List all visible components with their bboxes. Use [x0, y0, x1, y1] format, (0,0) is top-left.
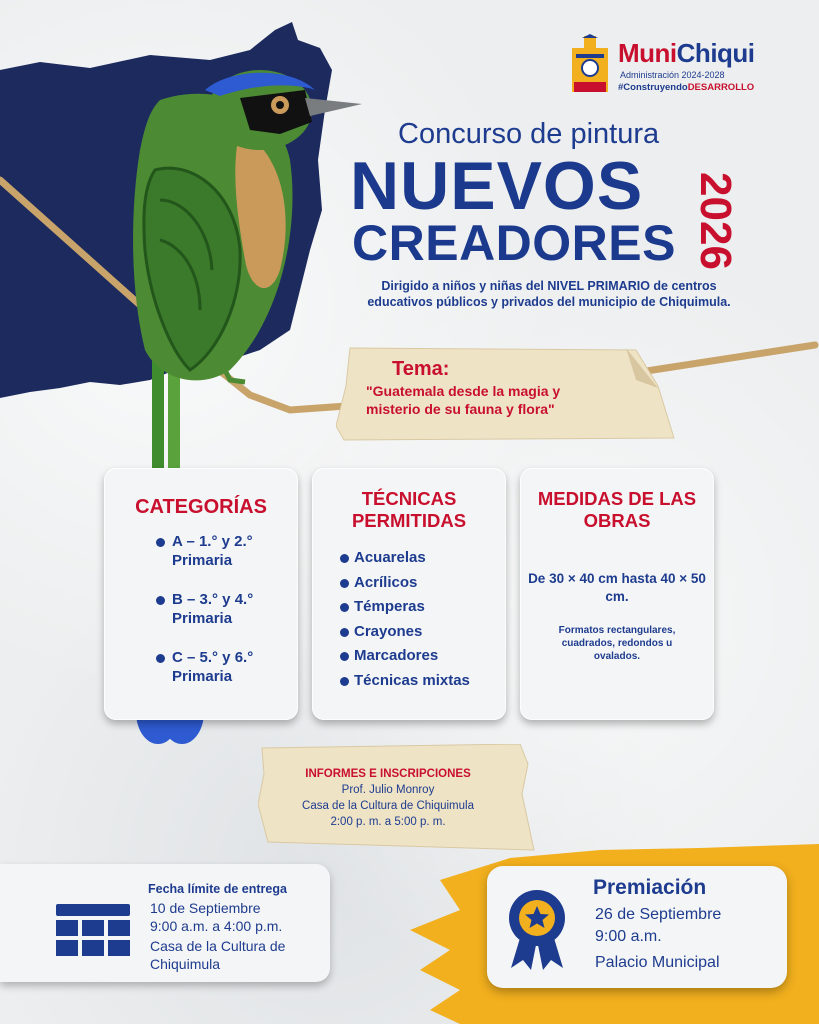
registration-place: Casa de la Cultura de Chiquimula: [302, 800, 474, 812]
contest-description: Dirigido a niños y niñas del NIVEL PRIMARIO de centros educativos públicos y privados del municipio de Chiquimula.: [367, 279, 731, 309]
title-line-1: NUEVOS: [350, 148, 644, 224]
logo-hashtag: [618, 82, 754, 93]
techniques-card: [312, 468, 506, 720]
award-medal-icon: [505, 888, 569, 972]
logo-administration: Administración 2024-2028: [620, 70, 725, 80]
deadline-place-1: Casa de la Cultura de: [150, 938, 286, 954]
logo-muni: Muni: [618, 38, 677, 68]
year-vertical: [690, 160, 750, 280]
categories-title: CATEGORÍAS: [135, 496, 267, 518]
logo-hashtag-suffix: DESARROLLO: [687, 82, 755, 93]
paper-background: [258, 744, 538, 852]
awards-title: Premiación: [593, 876, 707, 899]
list-item: Marcadores: [354, 644, 506, 669]
calendar-icon: [56, 904, 130, 958]
awards-time: 9:00 a.m.: [595, 928, 662, 945]
contest-subtitle: Concurso de pintura: [398, 118, 660, 150]
list-item: Acuarelas: [354, 546, 506, 571]
year-text: 2026: [690, 172, 740, 270]
deadline-title: Fecha límite de entrega: [148, 882, 287, 896]
registration-contact: Prof. Julio Monroy: [341, 784, 435, 796]
categories-list: [172, 532, 298, 686]
list-item: Témperas: [354, 595, 506, 620]
logo-wordmark: [618, 38, 755, 69]
awards-card: [487, 866, 787, 988]
tema-paper-note: [336, 346, 676, 442]
list-item: C – 5.° y 6.° Primaria: [172, 648, 298, 686]
tema-text: "Guatemala desde la magia y misterio de su fauna y flora": [366, 383, 561, 417]
list-item: B – 3.° y 4.° Primaria: [172, 590, 298, 628]
clock-tower-icon: [568, 34, 612, 92]
registration-hours: 2:00 p. m. a 5:00 p. m.: [330, 816, 446, 828]
techniques-list: [354, 546, 506, 693]
measurements-formats: Formatos rectangulares, cuadrados, redondos u ovalados.: [558, 625, 676, 662]
measurements-size: De 30 × 40 cm hasta 40 × 50 cm.: [528, 571, 706, 604]
deadline-date: 10 de Septiembre: [150, 900, 261, 916]
logo-chiqui: Chiqui: [676, 38, 755, 68]
list-item: Acrílicos: [354, 571, 506, 596]
list-item: Crayones: [354, 620, 506, 645]
awards-date: 26 de Septiembre: [595, 906, 722, 923]
title-line-2: CREADORES: [352, 215, 676, 271]
tema-label: Tema:: [392, 358, 450, 380]
muni-chiqui-logo: [568, 34, 788, 96]
awards-place: Palacio Municipal: [595, 954, 720, 971]
measurements-card: [520, 468, 714, 720]
registration-title: INFORMES E INSCRIPCIONES: [305, 768, 471, 780]
deadline-place-2: Chiquimula: [150, 956, 221, 972]
measurements-title: MEDIDAS DE LAS OBRAS: [537, 488, 697, 531]
registration-info-note: [258, 744, 538, 852]
list-item: Técnicas mixtas: [354, 669, 506, 694]
deadline-card: [0, 864, 330, 982]
logo-hashtag-prefix: #Construyendo: [618, 82, 688, 93]
categories-card: [104, 468, 298, 720]
list-item: A – 1.° y 2.° Primaria: [172, 532, 298, 570]
techniques-title: TÉCNICAS PERMITIDAS: [351, 488, 467, 531]
deadline-hours: 9:00 a.m. a 4:00 p.m.: [150, 918, 283, 934]
